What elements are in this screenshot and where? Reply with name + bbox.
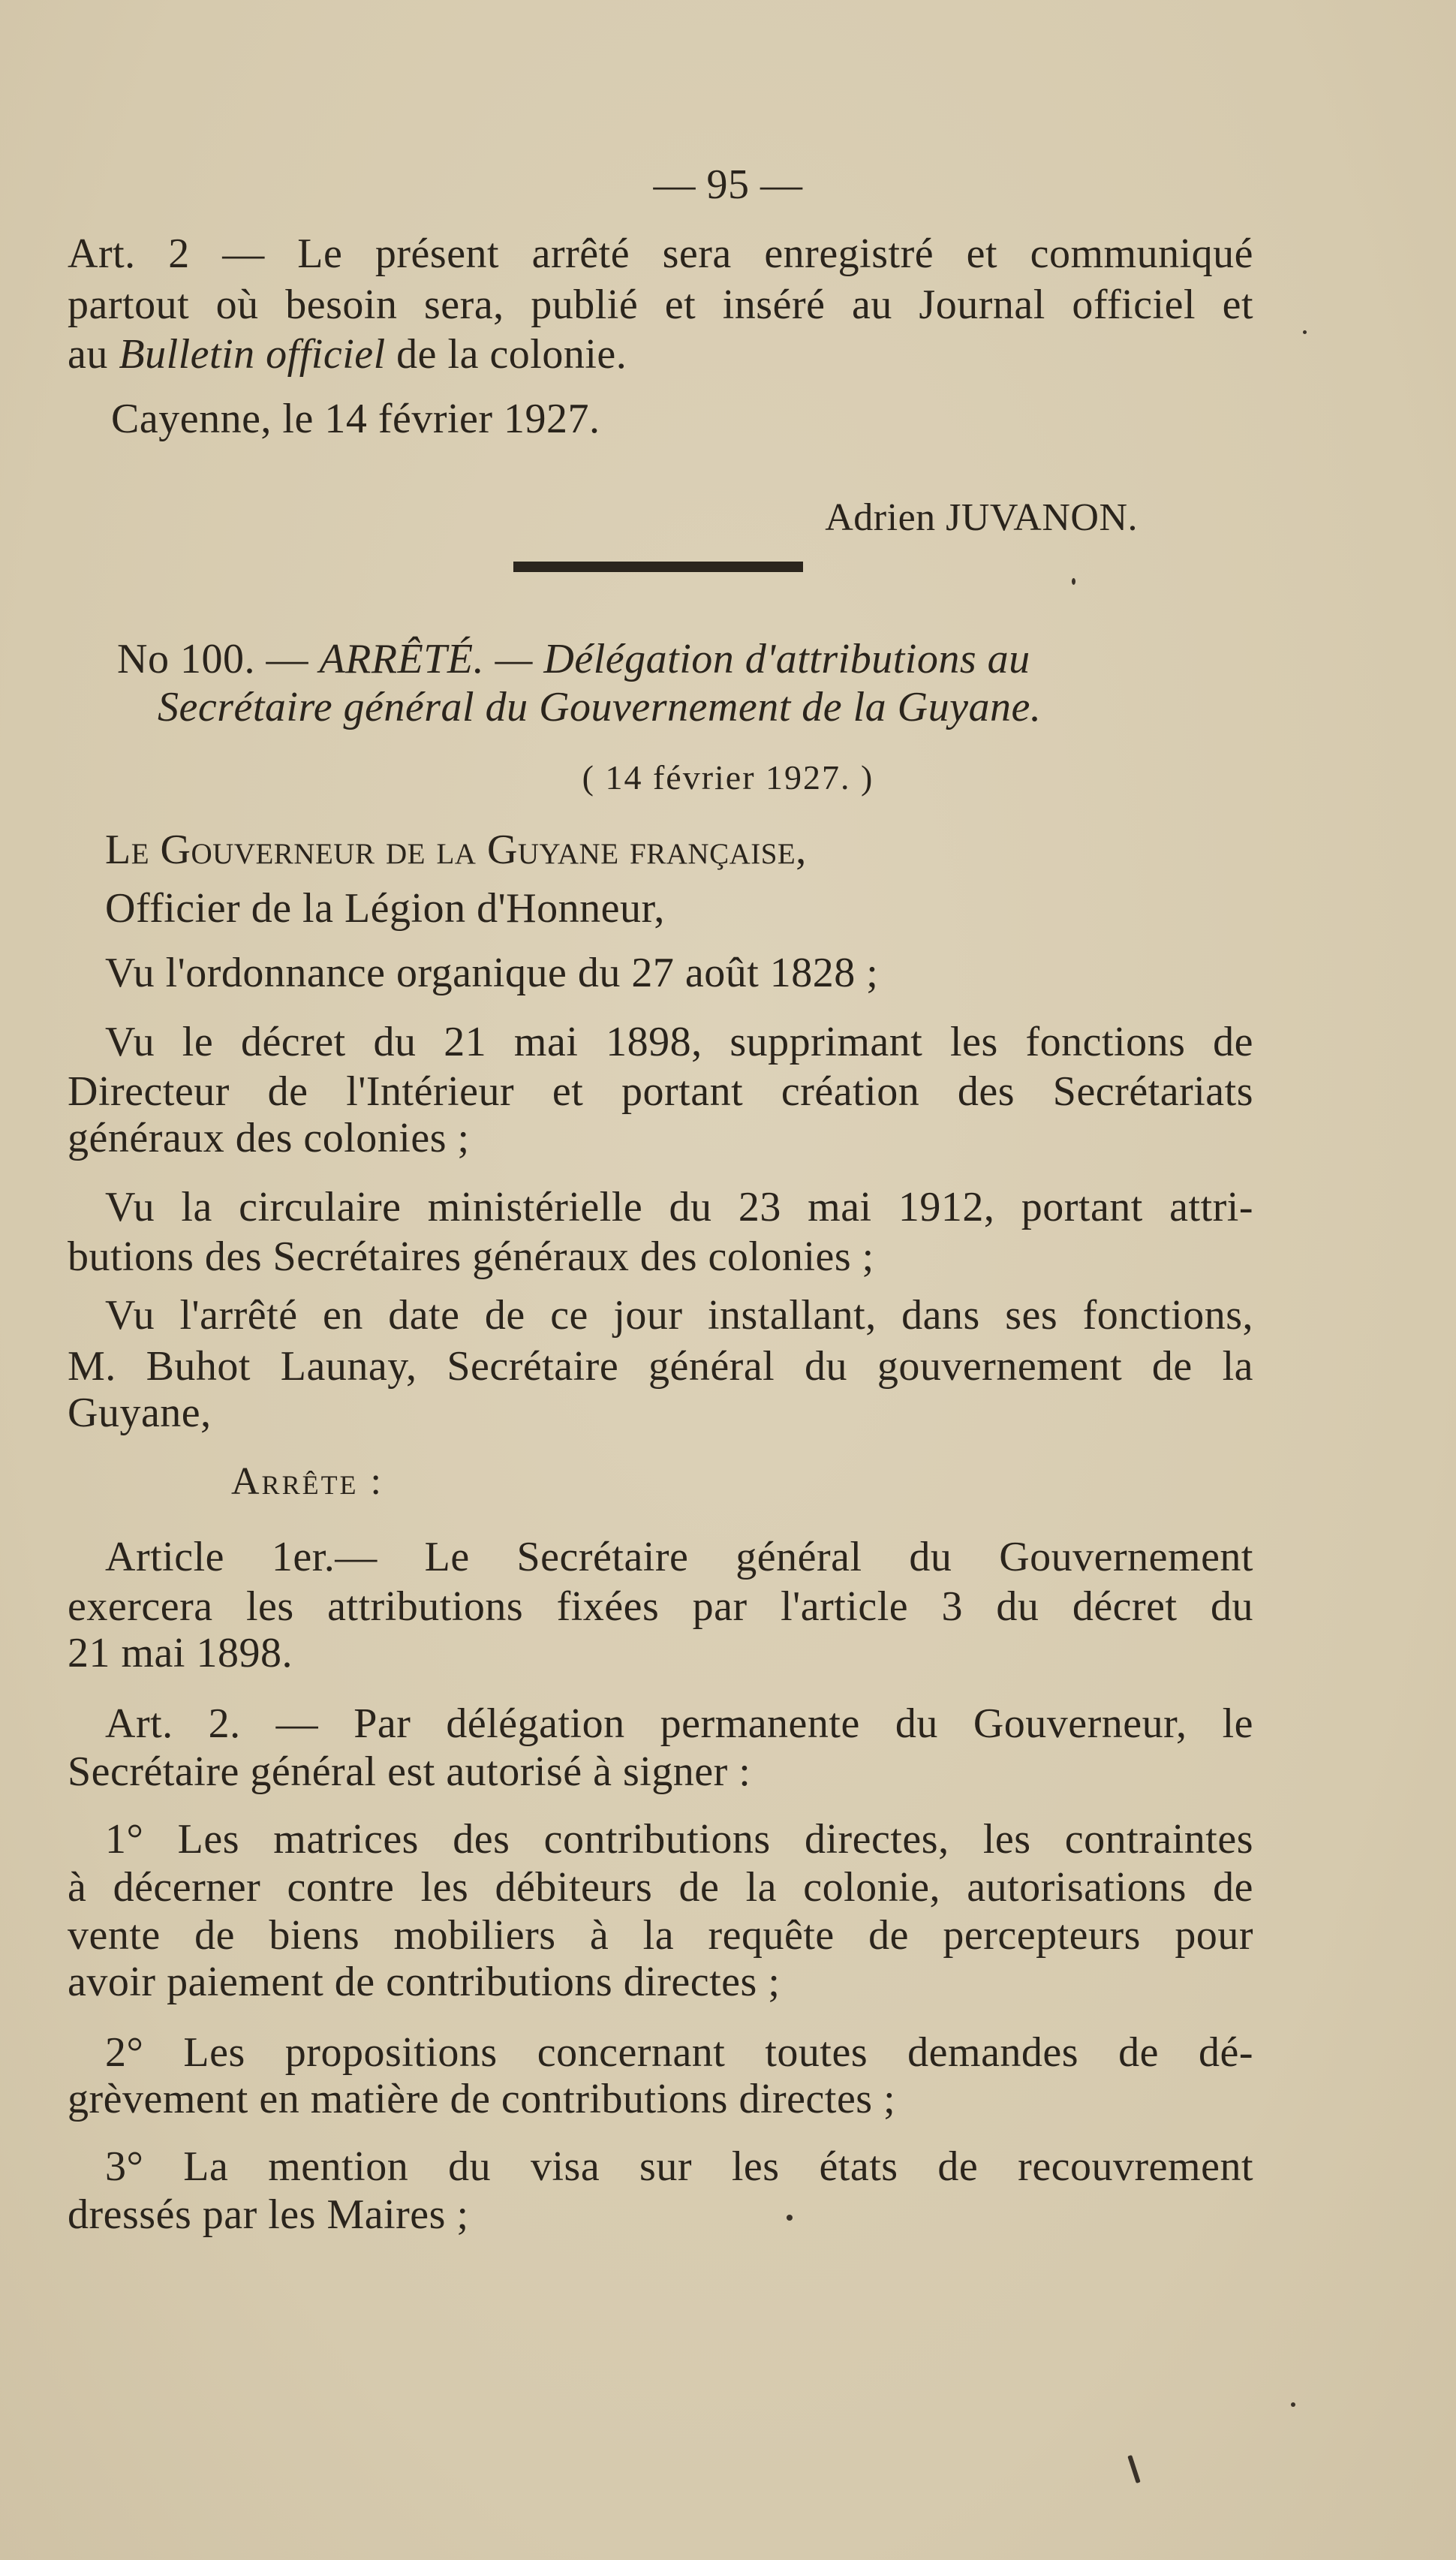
ink-speck (787, 2215, 793, 2221)
decree-date: ( 14 février 1927. ) (582, 758, 874, 797)
vu-line: Vu la circulaire ministérielle du 23 mai 1912, portant attri- (105, 1184, 1253, 1230)
article-line: 21 mai 1898. (68, 1630, 293, 1676)
paragraph-line: dressés par les Maires ; (68, 2191, 469, 2238)
text-line: partout où besoin sera, publié et inséré au Journal officiel et (68, 282, 1253, 328)
vu-line: généraux des colonies ; (68, 1115, 470, 1161)
decree-title: No 100. — ARRÊTÉ. — Délégation d'attributions au (117, 636, 1030, 682)
paragraph-line: 2° Les propositions concernant toutes demandes de dé- (105, 2029, 1253, 2076)
text-line: Art. 2 — Le présent arrêté sera enregistré et communiqué (68, 230, 1253, 277)
paragraph-line: à décerner contre les débiteurs de la colonie, autorisations de (68, 1864, 1253, 1911)
vu-line: Guyane, (68, 1390, 212, 1436)
vu-line: Vu le décret du 21 mai 1898, supprimant les fonctions de (105, 1019, 1253, 1065)
paragraph-line: avoir paiement de contributions directes ; (68, 1959, 781, 2005)
paragraph-line: grèvement en matière de contributions directes ; (68, 2076, 896, 2122)
ink-speck (1072, 578, 1075, 585)
ink-mark (1127, 2455, 1140, 2483)
article-line: Art. 2. — Par délégation permanente du Gouverneur, le (105, 1700, 1253, 1747)
governor-line: Le Gouverneur de la Guyane française, (105, 827, 807, 873)
separator-rule (513, 562, 803, 572)
paragraph-line: 3° La mention du visa sur les états de recouvrement (105, 2143, 1253, 2190)
decree-title-cont: Secrétaire général du Gouvernement de la Guyane. (158, 684, 1042, 730)
article-line: Secrétaire général est autorisé à signer : (68, 1748, 751, 1795)
date-place-line: Cayenne, le 14 février 1927. (111, 396, 600, 442)
vu-line: butions des Secrétaires généraux des colonies ; (68, 1233, 874, 1280)
arrete-heading: Arrête : (231, 1460, 384, 1503)
vu-line: Vu l'ordonnance organique du 27 août 1828 ; (105, 950, 879, 996)
ink-speck (1303, 330, 1307, 334)
ink-speck (1291, 2402, 1295, 2407)
article-line: exercera les attributions fixées par l'article 3 du décret du (68, 1583, 1253, 1630)
paragraph-line: 1° Les matrices des contributions directes, les contraintes (105, 1816, 1253, 1863)
article-line: Article 1er.— Le Secrétaire général du Gouvernement (105, 1534, 1253, 1580)
vu-line: M. Buhot Launay, Secrétaire général du gouvernement de la (68, 1343, 1253, 1390)
paragraph-line: vente de biens mobiliers à la requête de percepteurs pour (68, 1912, 1253, 1959)
governor-title: Officier de la Légion d'Honneur, (105, 885, 665, 932)
page-number: — 95 — (653, 161, 803, 208)
vu-line: Vu l'arrêté en date de ce jour installant, dans ses fonctions, (105, 1292, 1253, 1339)
signature: Adrien JUVANON. (825, 496, 1138, 539)
text-line: au Bulletin officiel de la colonie. (68, 331, 627, 378)
vu-line: Directeur de l'Intérieur et portant création des Secrétariats (68, 1068, 1253, 1115)
